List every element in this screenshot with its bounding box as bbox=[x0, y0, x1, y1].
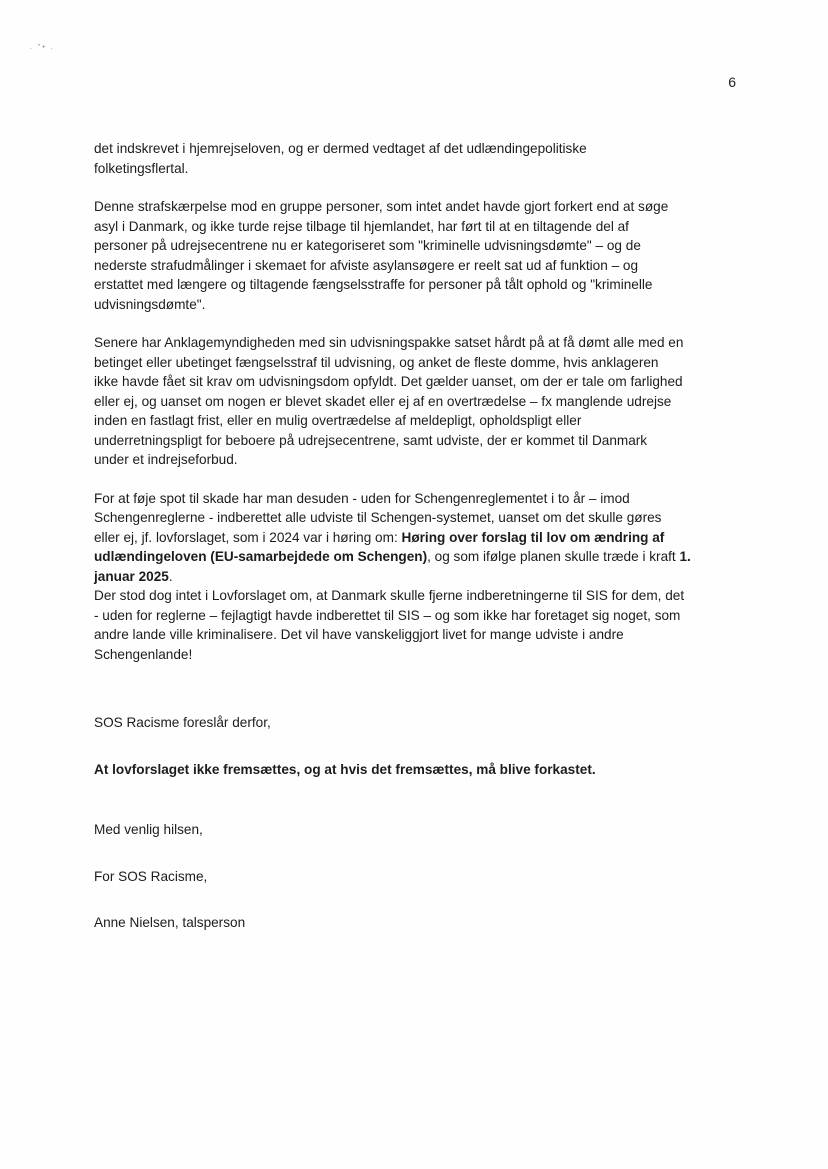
text-line: For at føje spot til skade har man desuden - uden for Schengenreglementet i to år – imod bbox=[94, 490, 630, 506]
hearing-title-part-1: Høring over forslag til lov om ændring af bbox=[401, 529, 665, 545]
text-line: Der stod dog intet i Lovforslaget om, at Danmark skulle fjerne indberetningerne til SIS for dem, det bbox=[94, 588, 685, 603]
text-line: betinget eller ubetinget fængselsstraf til udvisning, og anket de fleste domme, hvis anklageren bbox=[94, 354, 659, 370]
text-line: ikke havde fået sit krav om udvisningsdom opfyldt. Det gælder uanset, om der er tale om farlighed bbox=[94, 374, 683, 389]
text-line: det indskrevet i hjemrejseloven, og er dermed vedtaget af det udlændingepolitiske bbox=[94, 141, 587, 156]
text-line bbox=[94, 567, 744, 587]
text-segment: . bbox=[168, 568, 173, 584]
text-line: Denne strafskærpelse mod en gruppe personer, som intet andet havde gjort forkert end at søge bbox=[94, 199, 669, 214]
text-line: inden en fastlagt frist, eller en mulig overtrædelse af meldepligt, opholdspligt eller bbox=[94, 413, 582, 428]
text-line: underretningspligt for beboere på udrejsecentrene, samt udviste, der er kommet til Danmark bbox=[94, 432, 648, 448]
text-line: under et indrejseforbud. bbox=[94, 452, 238, 467]
closing-organization: For SOS Racisme, bbox=[94, 868, 208, 884]
text-line: folketingsflertal. bbox=[94, 160, 189, 176]
text-line bbox=[94, 547, 744, 567]
scan-marks: . "• . bbox=[30, 44, 55, 51]
text-line bbox=[94, 528, 744, 548]
paragraph-2 bbox=[94, 197, 744, 314]
effective-date-part-2: januar 2025 bbox=[94, 568, 169, 584]
text-line: Senere har Anklagemyndigheden med sin udvisningspakke satset hårdt på at få dømt alle med en bbox=[94, 335, 684, 350]
text-line: Schengenreglerne - indberettet alle udviste til Schengen-systemet, uanset om det skulle gøres bbox=[94, 510, 662, 525]
paragraph-1 bbox=[94, 139, 744, 178]
paragraph-3 bbox=[94, 333, 744, 470]
spacer bbox=[94, 683, 744, 713]
closing-signatory: Anne Nielsen, talsperson bbox=[94, 915, 246, 930]
text-line: Schengenlande! bbox=[94, 646, 193, 662]
letter-body bbox=[94, 139, 744, 960]
text-line: - uden for reglerne – fejlagtigt havde indberettet til SIS – og som ikke har foretaget sig noget, som bbox=[94, 607, 681, 623]
closing-intro: SOS Racisme foreslår derfor, bbox=[94, 715, 271, 730]
text-line: udvisningsdømte". bbox=[94, 296, 206, 312]
closing-proposal: At lovforslaget ikke fremsættes, og at hvis det fremsættes, må blive forkastet. bbox=[94, 761, 596, 777]
text-line: asyl i Danmark, og ikke turde rejse tilbage til hjemlandet, har ført til at en tiltagende del af bbox=[94, 218, 629, 234]
paragraph-4 bbox=[94, 489, 744, 587]
text-line: andre lande ville kriminalisere. Det vil have vanskeliggjort livet for mange udviste i andre bbox=[94, 627, 624, 642]
closing-greeting: Med venlig hilsen, bbox=[94, 822, 203, 837]
text-line: personer på udrejsecentrene nu er kategoriseret som "kriminelle udvisningsdømte" – og de bbox=[94, 238, 641, 253]
page-number: 6 bbox=[728, 74, 736, 90]
text-segment: , og som ifølge planen skulle træde i kraft bbox=[427, 549, 680, 564]
text-line: eller ej, og uanset om nogen er blevet skadet eller ej af en overtrædelse – fx manglende udrejse bbox=[94, 393, 672, 409]
hearing-title-part-2: udlændingeloven (EU-samarbejdede om Schengen) bbox=[94, 549, 428, 564]
paragraph-5 bbox=[94, 586, 744, 664]
text-segment: eller ej, jf. lovforslaget, som i 2024 var i høring om: bbox=[94, 529, 402, 545]
text-line: erstattet med længere og tiltagende fængselsstraffe for personer på tålt ophold og "kriminelle bbox=[94, 277, 653, 292]
text-line: nederste strafudmålinger i skemaet for afviste asylansøgere er reelt sat ud af funktion – og bbox=[94, 257, 639, 273]
effective-date-part-1: 1. bbox=[679, 549, 691, 564]
